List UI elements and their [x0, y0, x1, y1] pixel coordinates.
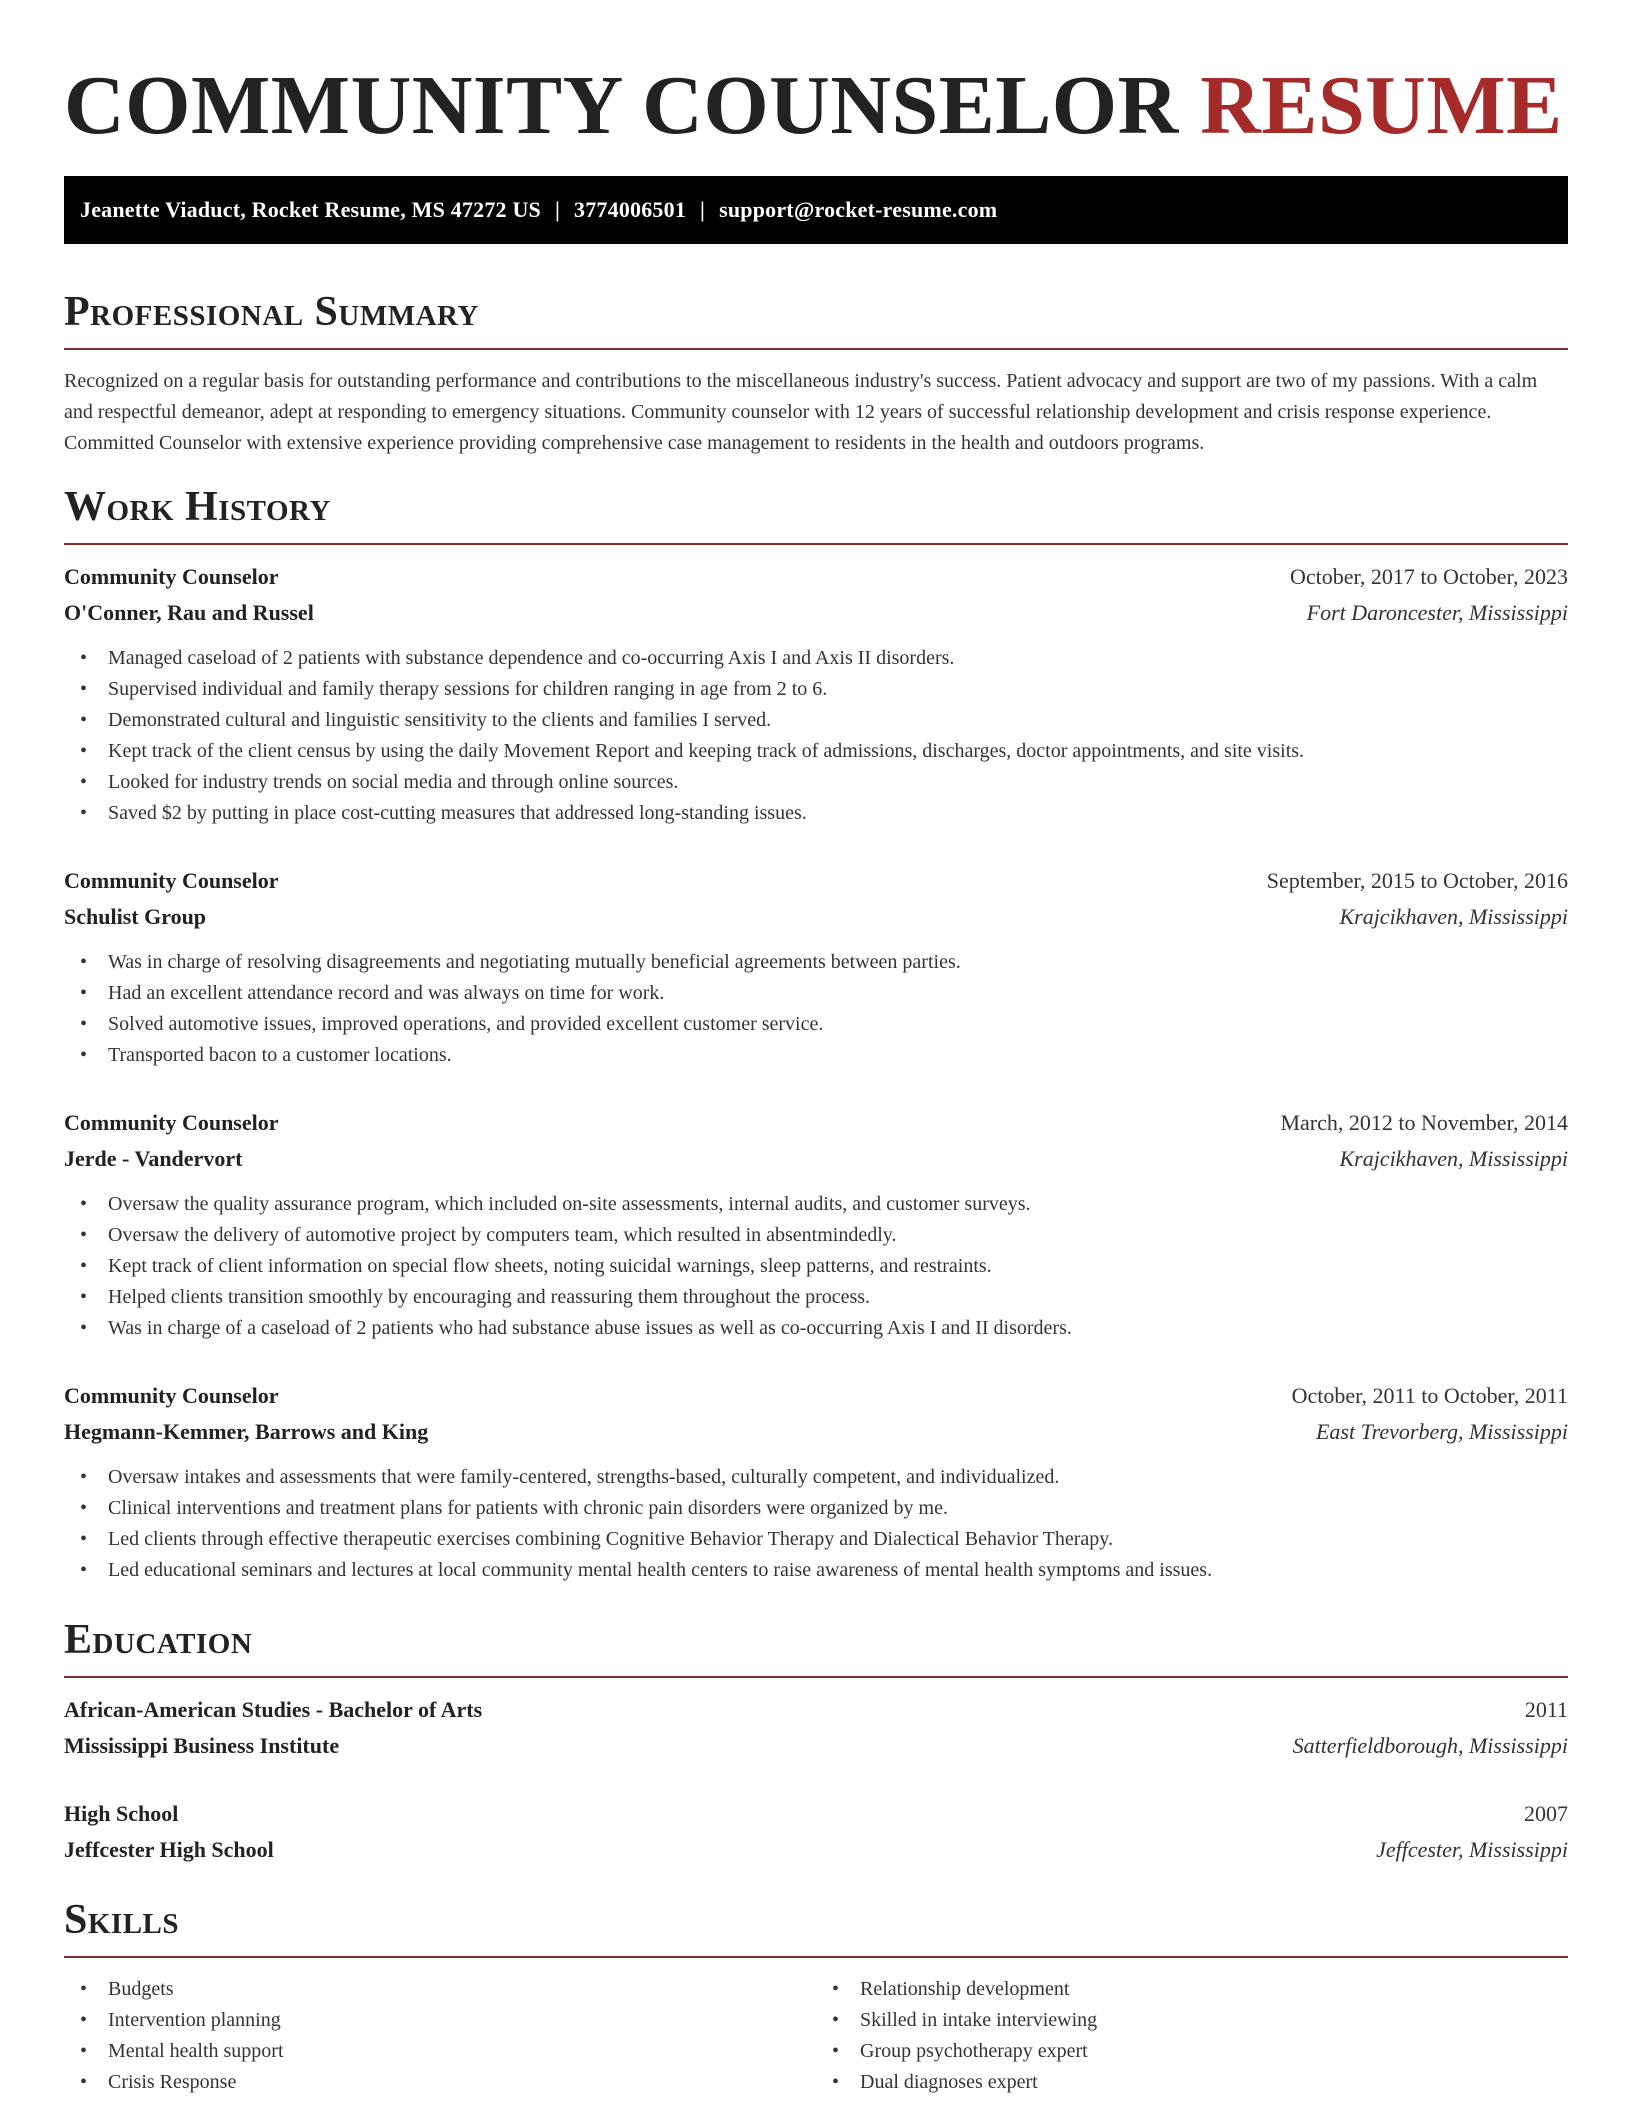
list-item-text: Relationship development — [860, 1978, 1070, 2000]
bullet-icon: • — [80, 1013, 88, 1035]
skills-column-left — [64, 1974, 816, 2098]
list-item — [64, 1189, 1568, 1220]
list-item — [64, 1009, 1568, 1040]
job-location: Krajcikhaven, Mississippi — [1339, 1146, 1568, 1171]
section-heading-education: Education — [64, 1617, 253, 1663]
bullet-icon: • — [80, 1497, 88, 1519]
job-company: Schulist Group — [64, 904, 207, 929]
list-item — [64, 947, 1568, 978]
bullet-icon: • — [80, 982, 88, 1004]
education-section — [64, 1614, 1568, 1868]
list-item — [64, 2036, 816, 2067]
summary-section — [64, 286, 1568, 459]
section-heading-summary: Professional Summary — [64, 289, 479, 335]
list-item-text: Had an excellent attendance record and was always on time for work. — [108, 982, 665, 1004]
section-divider — [64, 348, 1568, 350]
list-item-text: Mental health support — [108, 2040, 284, 2062]
bullet-icon: • — [832, 2071, 840, 2093]
education-location: Satterfieldborough, Mississippi — [1292, 1733, 1568, 1758]
job-bullet-list — [64, 1189, 1568, 1344]
education-school: Mississippi Business Institute — [64, 1733, 340, 1758]
education-school: Jeffcester High School — [64, 1837, 274, 1862]
list-item — [64, 1524, 1568, 1555]
job-company-row — [64, 1141, 1568, 1177]
education-degree: High School — [64, 1801, 179, 1826]
section-heading-skills: Skills — [64, 1897, 180, 1943]
education-year: 2007 — [1524, 1801, 1568, 1826]
list-item-text: Oversaw the delivery of automotive project by computers team, which resulted in absentmindedly. — [108, 1224, 897, 1246]
job-title: Community Counselor — [64, 1110, 279, 1135]
list-item-text: Transported bacon to a customer locations. — [108, 1044, 452, 1066]
list-item — [64, 2067, 816, 2098]
list-item — [64, 1462, 1568, 1493]
job-location: Krajcikhaven, Mississippi — [1339, 904, 1568, 929]
education-entry — [64, 1796, 1568, 1868]
list-item — [64, 1493, 1568, 1524]
skills-list-left — [64, 1974, 816, 2098]
job-header-row — [64, 1105, 1568, 1141]
list-item-text: Oversaw the quality assurance program, which included on-site assessments, internal audits, and customer surveys. — [108, 1193, 1031, 1215]
job-bullet-list — [64, 1462, 1568, 1586]
job-list — [64, 559, 1568, 1586]
list-item — [64, 674, 1568, 705]
summary-text: Recognized on a regular basis for outstanding performance and contributions to the miscellaneous industry's success. Patient advocacy and support are two of my passions. With a calm and respectful demeanor, adept at responding to emergency situations. Community counselor with 12 years of successful relationship development and crisis response experience. Committed Counselor with extensive experience providing comprehensive case management to residents in the health and outdoors programs. — [64, 370, 1538, 454]
skills-section — [64, 1894, 1568, 2098]
contact-email: support@rocket-resume.com — [719, 197, 998, 222]
job-header-row — [64, 559, 1568, 595]
list-item — [64, 1282, 1568, 1313]
list-item — [64, 1040, 1568, 1071]
list-item — [816, 2005, 1568, 2036]
bullet-icon: • — [80, 678, 88, 700]
contact-phone: 3774006501 — [574, 197, 687, 222]
list-item — [816, 2036, 1568, 2067]
list-item-text: Solved automotive issues, improved operations, and provided excellent customer service. — [108, 1013, 824, 1035]
bullet-icon: • — [80, 1559, 88, 1581]
list-item — [64, 1313, 1568, 1344]
list-item — [64, 767, 1568, 798]
list-item — [64, 736, 1568, 767]
job-title: Community Counselor — [64, 564, 279, 589]
education-list — [64, 1692, 1568, 1868]
title-accent: RESUME — [1200, 59, 1563, 152]
list-item-text: Supervised individual and family therapy sessions for children ranging in age from 2 to 6. — [108, 678, 828, 700]
list-item-text: Clinical interventions and treatment plans for patients with chronic pain disorders were organized by me. — [108, 1497, 948, 1519]
list-item — [64, 978, 1568, 1009]
section-divider — [64, 1956, 1568, 1958]
job-title: Community Counselor — [64, 1383, 279, 1408]
list-item — [816, 1974, 1568, 2005]
job-location: Fort Daroncester, Mississippi — [1306, 600, 1568, 625]
bullet-icon: • — [80, 2040, 88, 2062]
title-main: COMMUNITY COUNSELOR — [64, 59, 1179, 152]
education-school-row — [64, 1832, 1568, 1868]
bullet-icon: • — [80, 802, 88, 824]
list-item-text: Kept track of the client census by using the daily Movement Report and keeping track of admissions, discharges, doctor appointments, and site visits. — [108, 740, 1305, 762]
bullet-icon: • — [80, 951, 88, 973]
bullet-icon: • — [80, 1224, 88, 1246]
list-item-text: Oversaw intakes and assessments that were family-centered, strengths-based, culturally competent, and individualized. — [108, 1466, 1060, 1488]
job-dates: September, 2015 to October, 2016 — [1266, 868, 1568, 893]
contact-separator: | — [700, 197, 706, 222]
section-divider — [64, 543, 1568, 545]
section-divider — [64, 1676, 1568, 1678]
list-item-text: Budgets — [108, 1978, 174, 2000]
bullet-icon: • — [80, 1528, 88, 1550]
bullet-icon: • — [80, 2009, 88, 2031]
job-entry — [64, 559, 1568, 829]
bullet-icon: • — [80, 1255, 88, 1277]
list-item-text: Led clients through effective therapeutic exercises combining Cognitive Behavior Therapy and Dialectical Behavior Therapy. — [108, 1528, 1114, 1550]
bullet-icon: • — [80, 709, 88, 731]
list-item — [64, 1251, 1568, 1282]
job-bullet-list — [64, 947, 1568, 1071]
list-item-text: Led educational seminars and lectures at local community mental health centers to raise awareness of mental health symptoms and issues. — [108, 1559, 1213, 1581]
bullet-icon: • — [80, 740, 88, 762]
skills-list-right — [816, 1974, 1568, 2098]
bullet-icon: • — [832, 2040, 840, 2062]
list-item — [64, 643, 1568, 674]
bullet-icon: • — [80, 771, 88, 793]
education-degree-row — [64, 1692, 1568, 1728]
job-header-row — [64, 863, 1568, 899]
contact-bar — [64, 176, 1568, 244]
job-entry — [64, 863, 1568, 1071]
list-item — [64, 1220, 1568, 1251]
job-dates: March, 2012 to November, 2014 — [1280, 1110, 1568, 1135]
job-entry — [64, 1378, 1568, 1586]
job-company: Hegmann-Kemmer, Barrows and King — [64, 1419, 429, 1444]
education-year: 2011 — [1524, 1697, 1568, 1722]
list-item-text: Group psychotherapy expert — [860, 2040, 1088, 2062]
job-header-row — [64, 1378, 1568, 1414]
list-item-text: Looked for industry trends on social media and through online sources. — [108, 771, 679, 793]
job-company: Jerde - Vandervort — [64, 1146, 243, 1171]
education-entry — [64, 1692, 1568, 1764]
skills-column-right — [816, 1974, 1568, 2098]
work-history-section — [64, 481, 1568, 1586]
job-bullet-list — [64, 643, 1568, 829]
job-company-row — [64, 899, 1568, 935]
list-item — [64, 705, 1568, 736]
list-item — [816, 2067, 1568, 2098]
education-location: Jeffcester, Mississippi — [1376, 1837, 1568, 1862]
bullet-icon: • — [80, 1193, 88, 1215]
job-company-row — [64, 1414, 1568, 1450]
list-item-text: Crisis Response — [108, 2071, 237, 2093]
section-heading-work-history: Work History — [64, 484, 331, 530]
list-item-text: Intervention planning — [108, 2009, 281, 2031]
job-location: East Trevorberg, Mississippi — [1315, 1419, 1568, 1444]
job-company: O'Conner, Rau and Russel — [64, 600, 314, 625]
bullet-icon: • — [80, 1286, 88, 1308]
bullet-icon: • — [832, 1978, 840, 2000]
list-item-text: Skilled in intake interviewing — [860, 2009, 1098, 2031]
bullet-icon: • — [832, 2009, 840, 2031]
bullet-icon: • — [80, 1317, 88, 1339]
list-item-text: Saved $2 by putting in place cost-cutting measures that addressed long-standing issues. — [108, 802, 807, 824]
bullet-icon: • — [80, 1044, 88, 1066]
job-dates: October, 2017 to October, 2023 — [1289, 564, 1568, 589]
education-degree-row — [64, 1796, 1568, 1832]
list-item-text: Kept track of client information on special flow sheets, noting suicidal warnings, sleep patterns, and restraints. — [108, 1255, 992, 1277]
bullet-icon: • — [80, 2071, 88, 2093]
contact-separator: | — [554, 197, 561, 222]
job-entry — [64, 1105, 1568, 1344]
list-item — [64, 798, 1568, 829]
job-dates: October, 2011 to October, 2011 — [1291, 1383, 1568, 1408]
resume-title — [64, 0, 1568, 176]
education-degree: African-American Studies - Bachelor of Arts — [64, 1697, 483, 1722]
job-company-row — [64, 595, 1568, 631]
contact-address: Jeanette Viaduct, Rocket Resume, MS 47272 US — [80, 197, 541, 222]
list-item-text: Was in charge of a caseload of 2 patients who had substance abuse issues as well as co-occurring Axis I and II disorders. — [108, 1317, 1072, 1339]
list-item-text: Managed caseload of 2 patients with substance dependence and co-occurring Axis I and Axis II disorders. — [108, 647, 955, 669]
list-item-text: Dual diagnoses expert — [860, 2071, 1038, 2093]
education-school-row — [64, 1728, 1568, 1764]
list-item-text: Demonstrated cultural and linguistic sensitivity to the clients and families I served. — [108, 709, 772, 731]
list-item-text: Was in charge of resolving disagreements and negotiating mutually beneficial agreements between parties. — [108, 951, 961, 973]
job-title: Community Counselor — [64, 868, 279, 893]
list-item — [64, 1555, 1568, 1586]
list-item — [64, 2005, 816, 2036]
bullet-icon: • — [80, 647, 88, 669]
bullet-icon: • — [80, 1466, 88, 1488]
skills-grid — [64, 1974, 1568, 2098]
list-item-text: Helped clients transition smoothly by encouraging and reassuring them throughout the process. — [108, 1286, 871, 1308]
list-item — [64, 1974, 816, 2005]
bullet-icon: • — [80, 1978, 88, 2000]
